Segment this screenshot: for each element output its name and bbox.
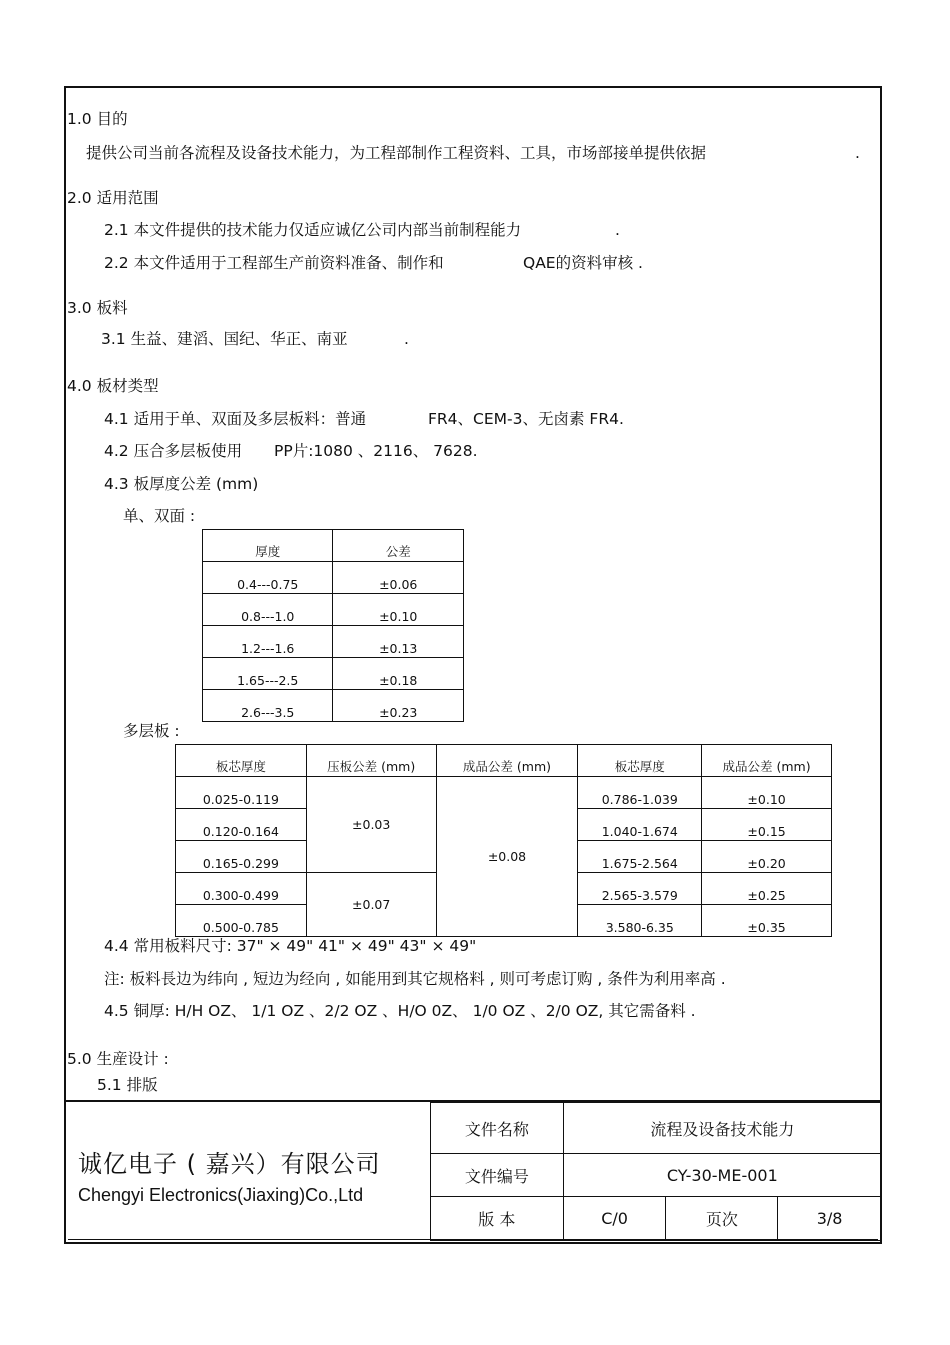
section-4-4: 4.4 常用板料尺寸: 37" × 49" 41" × 49" 43" × 49" [104,937,477,955]
section-4-1: 4.1 适用于单、双面及多层板料：普通 [104,410,367,428]
core-cell: 0.120-0.164 [176,809,307,841]
core-cell: 0.786-1.039 [578,777,702,809]
header-finish-tolerance: 成品公差 (mm) [436,745,578,777]
section-5-1: 5.1 排版 [97,1076,158,1094]
core-cell: 2.565-3.579 [578,873,702,905]
section-1-title: 1.0 目的 [67,110,128,128]
doc-name-row [431,1103,882,1154]
multilayer-tolerance-table [175,744,832,937]
core-cell: 1.675-2.564 [578,841,702,873]
doc-no-row [431,1154,882,1197]
table-header-row [203,530,464,562]
header-press-tolerance: 压板公差 (mm) [306,745,436,777]
thickness-cell: 1.65---2.5 [203,658,333,690]
section-4-2-pp: PP片:1080 、2116、 7628. [274,442,478,460]
tolerance-cell: ±0.20 [702,841,832,873]
multilayer-label: 多层板 : [123,722,180,740]
core-cell: 0.300-0.499 [176,873,307,905]
doc-name-label: 文件名称 [431,1103,564,1154]
table-row [203,626,464,658]
thickness-cell: 0.4---0.75 [203,562,333,594]
thickness-cell: 1.2---1.6 [203,626,333,658]
company-block [78,1144,381,1206]
table-row [203,658,464,690]
tolerance-cell: ±0.10 [702,777,832,809]
header-finish-tolerance-2: 成品公差 (mm) [702,745,832,777]
header-core-thickness: 板芯厚度 [176,745,307,777]
document-footer [64,1100,882,1242]
version-row [431,1197,882,1241]
section-4-5: 4.5 铜厚: H/H OZ、 1/1 OZ 、2/2 OZ 、H/O 0Z、 1/0 OZ 、2/0 OZ, 其它需备料 . [104,1002,696,1020]
doc-name-value: 流程及设备技术能力 [563,1103,881,1154]
header-core-thickness-2: 板芯厚度 [578,745,702,777]
section-1-text: 提供公司当前各流程及设备技术能力，为工程部制作工程资料、工具，市场部接单提供依据 [86,144,707,162]
tolerance-cell: ±0.10 [333,594,464,626]
page-label: 页次 [666,1197,778,1241]
doc-no-value: CY-30-ME-001 [563,1154,881,1197]
section-3-title: 3.0 板料 [67,299,128,317]
core-cell: 0.500-0.785 [176,905,307,937]
tolerance-cell: ±0.23 [333,690,464,722]
tolerance-cell: ±0.25 [702,873,832,905]
section-1-end: . [855,144,860,162]
tolerance-cell: ±0.13 [333,626,464,658]
version-value: C/0 [563,1197,666,1241]
core-cell: 0.025-0.119 [176,777,307,809]
version-label: 版 本 [431,1197,564,1241]
table-row [203,562,464,594]
press-tolerance-b: ±0.07 [306,873,436,937]
section-2-2-end: QAE的资料审核 . [523,254,643,272]
section-2-1-end: . [615,221,620,239]
header-tolerance: 公差 [333,530,464,562]
company-name-cn: 诚亿电子 ( 嘉兴）有限公司 [78,1150,381,1178]
finish-tolerance: ±0.08 [436,777,578,937]
company-name-en: Chengyi Electronics(Jiaxing)Co.,Ltd [78,1185,364,1205]
section-4-4-note: 注: 板料長边为纬向 , 短边为经向 , 如能用到其它规格料 , 则可考虑订购 , 条件为利用率高 . [104,970,726,988]
section-5-title: 5.0 生産设计 : [67,1050,169,1068]
page-value: 3/8 [778,1197,882,1241]
section-3-1: 3.1 生益、建滔、国纪、华正、南亚 [101,330,348,348]
section-3-1-end: . [404,330,409,348]
tolerance-cell: ±0.35 [702,905,832,937]
thickness-cell: 2.6---3.5 [203,690,333,722]
section-2-2: 2.2 本文件适用于工程部生产前资料准备、制作和 [104,254,444,272]
doc-no-label: 文件编号 [431,1154,564,1197]
section-4-1-materials: FR4、CEM-3、无卤素 FR4. [428,410,624,428]
table-row [203,690,464,722]
section-4-2: 4.2 压合多层板使用 [104,442,243,460]
table-row [203,594,464,626]
core-cell: 0.165-0.299 [176,841,307,873]
single-double-tolerance-table [202,529,464,722]
header-thickness: 厚度 [203,530,333,562]
press-tolerance-a: ±0.03 [306,777,436,873]
thickness-cell: 0.8---1.0 [203,594,333,626]
tolerance-cell: ±0.06 [333,562,464,594]
section-2-title: 2.0 适用范围 [67,189,159,207]
table-row [176,777,832,809]
single-double-label: 单、双面 : [123,507,196,525]
table-header-row [176,745,832,777]
tolerance-cell: ±0.15 [702,809,832,841]
section-4-title: 4.0 板材类型 [67,377,159,395]
tolerance-cell: ±0.18 [333,658,464,690]
section-2-1: 2.1 本文件提供的技术能力仅适应诚亿公司内部当前制程能力 [104,221,522,239]
section-4-3: 4.3 板厚度公差 (mm) [104,475,259,493]
core-cell: 3.580-6.35 [578,905,702,937]
document-info-table [430,1102,882,1241]
core-cell: 1.040-1.674 [578,809,702,841]
